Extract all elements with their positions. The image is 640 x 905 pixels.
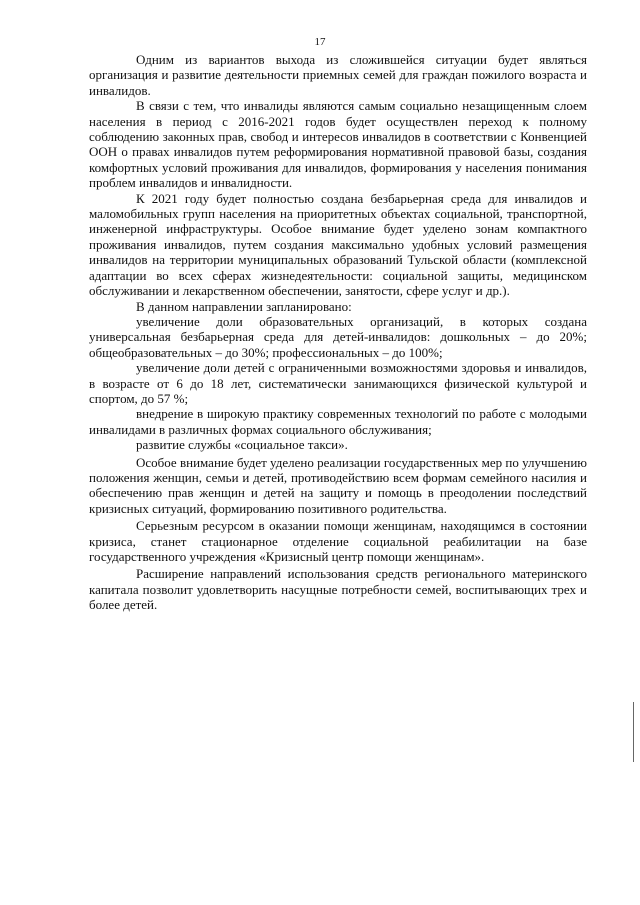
paragraph-barrier-free: К 2021 году будет полностью создана безбарьерная среда для инвалидов и маломобильных групп населения на приоритетных объектах социальной, транспортной, инженерной инфраструктуры. Особое внимание будет уделено зонам компактного проживания инвалидов, путем создания максимально удобных условий размещения инвалидов на территории муниципальных образований Тульской области (комплексной адаптации во всех сферах жизнедеятельности: социальной защиты, медицинском обслуживании и лекарственном обеспечении, занятости, сфере услуг и др.).	[89, 190, 587, 299]
paragraph-planned-intro: В данном направлении запланировано:	[136, 298, 352, 314]
list-item-sport: увеличение доли детей с ограниченными возможностями здоровья и инвалидов, в возрасте от 6 до 18 лет, систематически занимающихся физической культурой и спортом, до 57 %;	[89, 360, 587, 406]
page-number: 17	[314, 36, 326, 48]
list-item-social-taxi: развитие службы «социальное такси».	[136, 437, 348, 453]
paragraph-foster-families: Одним из вариантов выхода из сложившейся ситуации будет являться организация и развитие деятельности приемных семей для граждан пожилого возраста и инвалидов.	[89, 52, 587, 98]
paragraph-crisis-center: Серьезным ресурсом в оказании помощи женщинам, находящимся в состоянии кризиса, станет стационарное отделение социальной реабилитации на базе государственного учреждения «Кризисный центр помощи женщинам».	[89, 518, 587, 564]
paragraph-disabled-rights: В связи с тем, что инвалиды являются самым социально незащищенным слоем населения в период с 2016-2021 годов будет осуществлен переход к полному соблюдению законных прав, свобод и интересов инвалидов в соответствии с Конвенцией ООН о правах инвалидов путем реформирования нормативной правовой базы, создания комфортных условий проживания для инвалидов, формирования у населения понимания проблем инвалидов и инвалидности.	[89, 98, 587, 191]
list-item-technologies: внедрение в широкую практику современных технологий по работе с молодыми инвалидами в различных формах социального обслуживания;	[89, 406, 587, 437]
scan-edge-line	[633, 702, 634, 762]
list-item-education: увеличение доли образовательных организаций, в которых создана универсальная безбарьерная среда для детей-инвалидов: дошкольных – до 20%; общеобразовательных – до 30%; профессиональных – до 100%;	[89, 313, 587, 360]
paragraph-maternity-capital: Расширение направлений использования средств регионального материнского капитала позволит удовлетворить насущные потребности семей, воспитывающих трех и более детей.	[89, 566, 587, 613]
document-body	[89, 52, 587, 613]
paragraph-women-family: Особое внимание будет уделено реализации государственных мер по улучшению положения женщин, семьи и детей, противодействию всем формам семейного насилия и обеспечению прав женщин и детей на защиту и помощь в преодолении последствий кризисных ситуаций, формированию позитивного родительства.	[89, 454, 587, 516]
